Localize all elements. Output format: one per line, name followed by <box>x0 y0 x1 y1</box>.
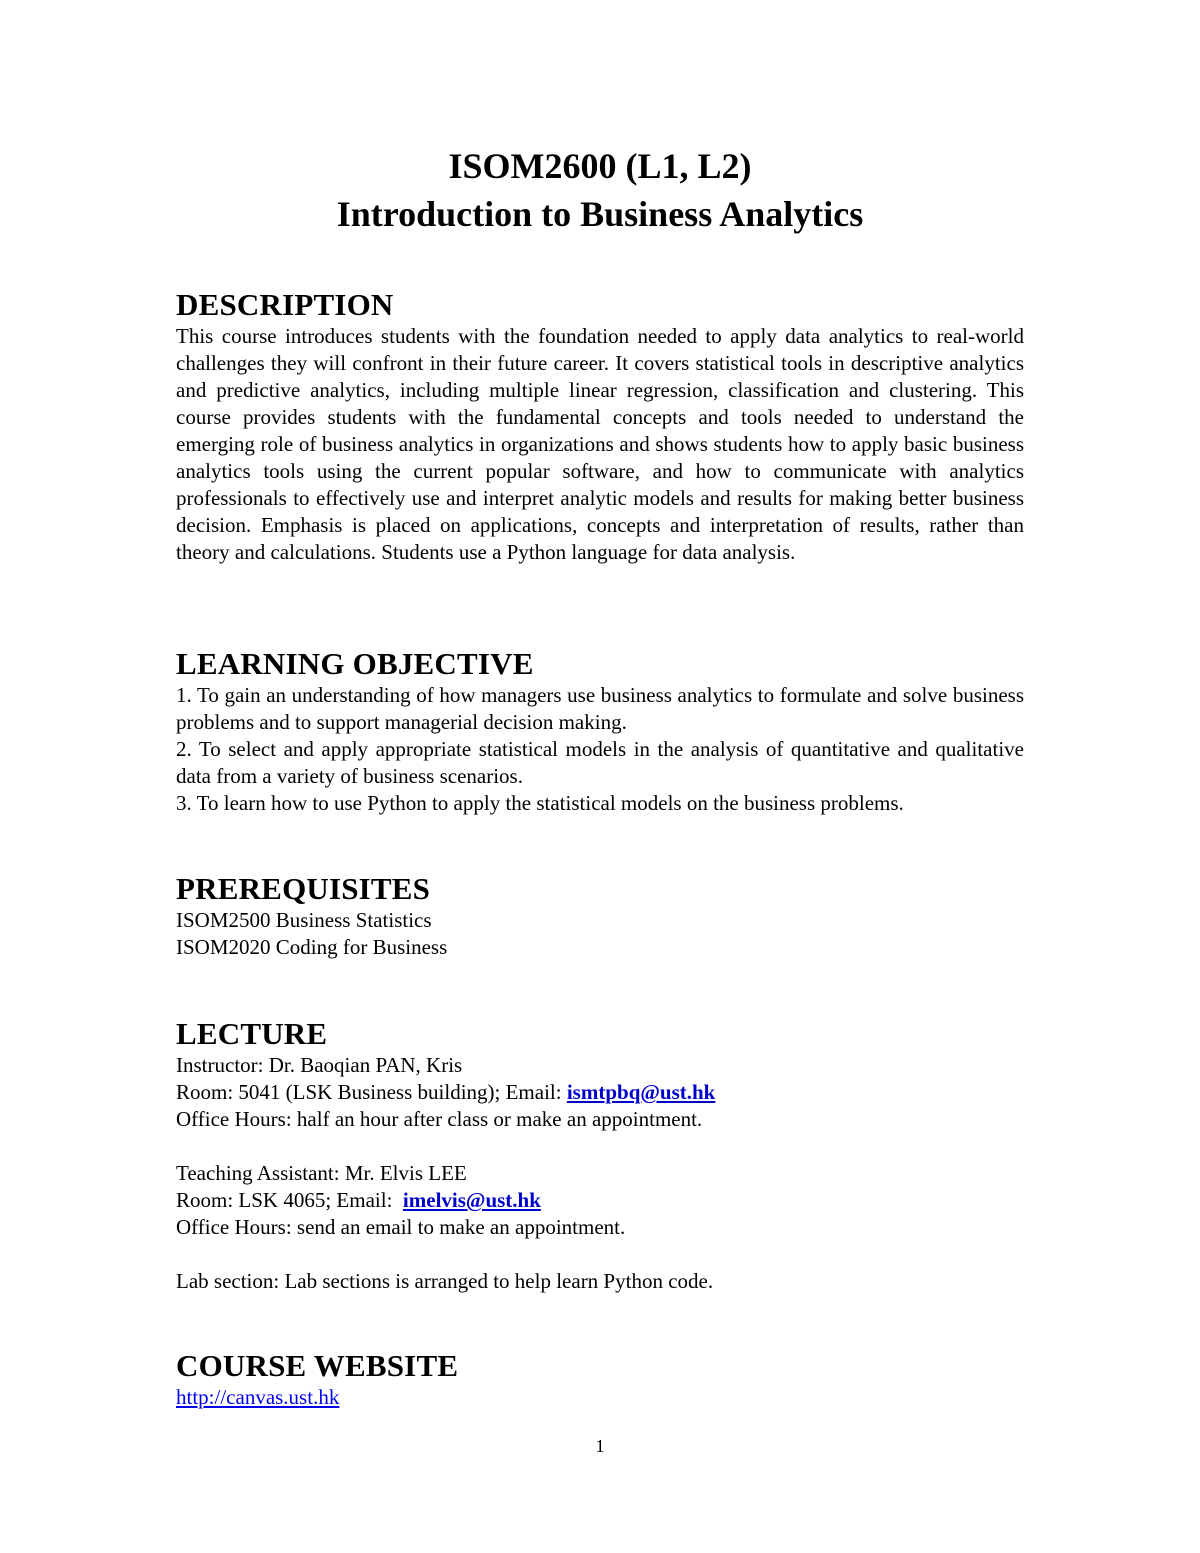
spacer <box>176 1241 1024 1268</box>
course-website-heading: COURSE WEBSITE <box>176 1348 459 1383</box>
objective-item-2: 2. To select and apply appropriate statistical models in the analysis of quantitative and qualitative data from a variety of business scenarios. <box>176 737 1024 788</box>
course-website-link[interactable]: http://canvas.ust.hk <box>176 1385 340 1409</box>
instructor-name: Instructor: Dr. Baoqian PAN, Kris <box>176 1053 463 1077</box>
instructor-room-line <box>176 1079 1024 1106</box>
ta-name: Teaching Assistant: Mr. Elvis LEE <box>176 1161 467 1185</box>
page-number: 1 <box>595 1436 605 1456</box>
ta-room-line <box>176 1187 1024 1214</box>
lecture-section <box>176 1016 1024 1295</box>
prerequisites-section <box>176 871 1024 961</box>
learning-objective-section <box>176 646 1024 817</box>
instructor-email-link[interactable]: ismtpbq@ust.hk <box>566 1080 716 1104</box>
description-section <box>176 287 1024 566</box>
title-block <box>176 142 1024 238</box>
description-heading: DESCRIPTION <box>176 287 394 322</box>
objective-item-1: 1. To gain an understanding of how managers use business analytics to formulate and solve business problems and to support managerial decision making. <box>176 683 1024 734</box>
spacer <box>176 1133 1024 1160</box>
description-text: This course introduces students with the foundation needed to apply data analytics to real-world challenges they will confront in their future career. It covers statistical tools in descriptive analytics and predictive analytics, including multiple linear regression, classification and clustering. This course provides students with the fundamental concepts and tools needed to understand the emerging role of business analytics in organizations and shows students how to apply basic business analytics tools using the current popular software, and how to communicate with analytics professionals to effectively use and interpret analytic models and results for making better business decision. Emphasis is placed on applications, concepts and interpretation of results, rather than theory and calculations. Students use a Python language for data analysis. <box>176 324 1024 564</box>
course-website-section <box>176 1348 1024 1411</box>
prerequisite-item-2: ISOM2020 Coding for Business <box>176 935 448 959</box>
learning-objective-heading: LEARNING OBJECTIVE <box>176 646 534 681</box>
document-page <box>176 0 1024 1553</box>
ta-office-hours: Office Hours: send an email to make an appointment. <box>176 1215 626 1239</box>
prerequisite-item-1: ISOM2500 Business Statistics <box>176 908 432 932</box>
instructor-room: Room: 5041 (LSK Business building); Email: <box>176 1080 567 1104</box>
lab-section-text: Lab section: Lab sections is arranged to help learn Python code. <box>176 1269 714 1293</box>
objective-item-3: 3. To learn how to use Python to apply the statistical models on the business problems. <box>176 791 904 815</box>
lecture-heading: LECTURE <box>176 1016 328 1051</box>
course-name-title: Introduction to Business Analytics <box>336 194 864 234</box>
course-code-title: ISOM2600 (L1, L2) <box>448 146 752 186</box>
instructor-office-hours: Office Hours: half an hour after class or make an appointment. <box>176 1107 703 1131</box>
ta-room: Room: LSK 4065; Email: <box>176 1188 398 1212</box>
prerequisites-heading: PREREQUISITES <box>176 871 431 906</box>
ta-email-link[interactable]: imelvis@ust.hk <box>402 1188 541 1212</box>
course-website-line <box>176 1384 1024 1411</box>
